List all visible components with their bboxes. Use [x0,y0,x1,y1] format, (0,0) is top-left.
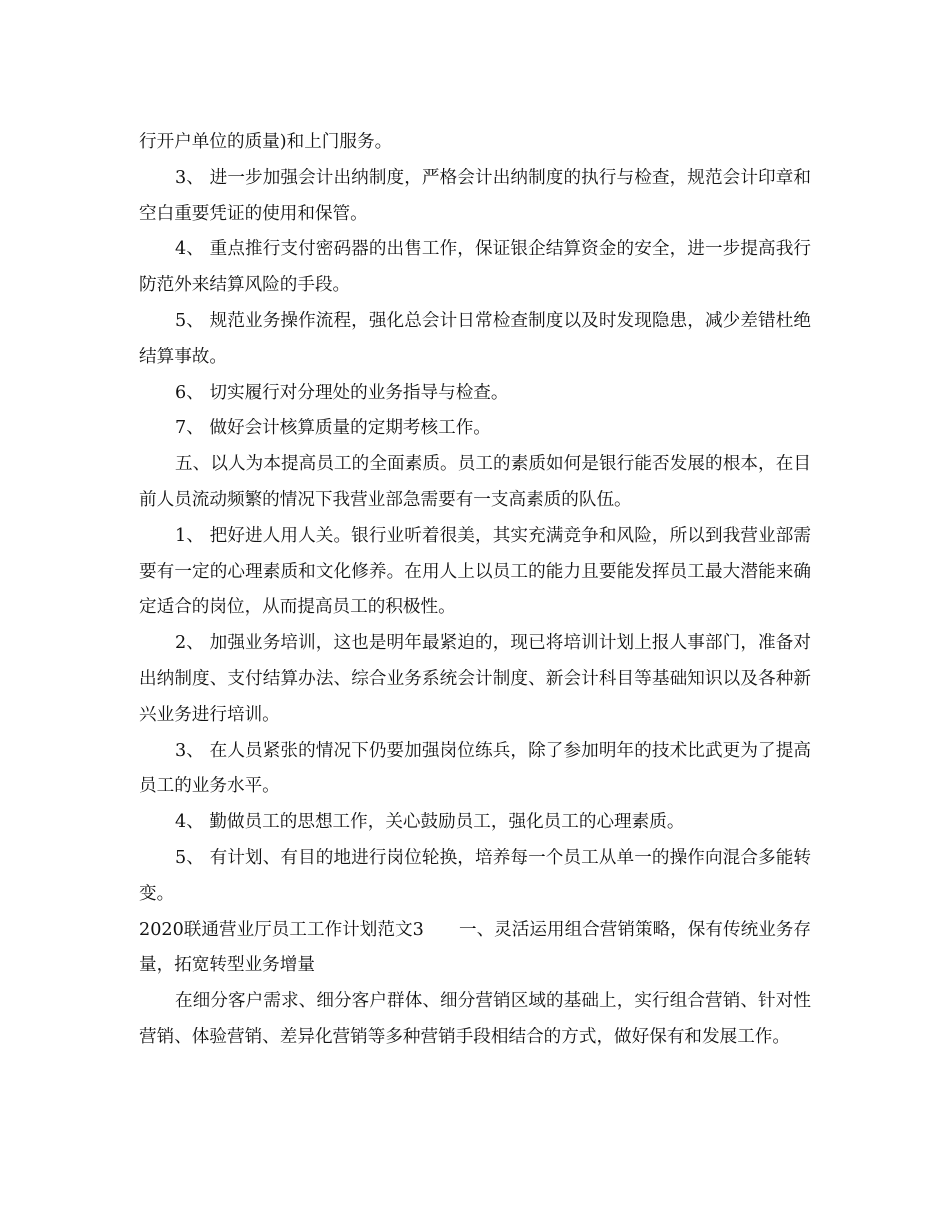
paragraph: 五、以人为本提高员工的全面素质。员工的素质如何是银行能否发展的根本，在目前人员流动频繁的情况下我营业部急需要有一支高素质的队伍。 [139,454,811,510]
section-heading-paragraph: 2020联通营业厅员工工作计划范文3 一、灵活运用组合营销策略，保有传统业务存量，拓宽转型业务增量 [139,919,811,976]
paragraph: 1、 把好进人用人关。银行业听着很美，其实充满竞争和风险，所以到我营业部需要有一定的心理素质和文化修养。在用人上以员工的能力且要能发挥员工最大潜能来确定适合的岗位，从而提高员工的积极性。 [139,525,811,618]
paragraph: 在细分客户需求、细分客户群体、细分营销区域的基础上，实行组合营销、针对性营销、体验营销、差异化营销等多种营销手段相结合的方式，做好保有和发展工作。 [139,991,811,1047]
paragraph: 5、 有计划、有目的地进行岗位轮换，培养每一个员工从单一的操作向混合多能转变。 [139,847,811,904]
paragraph: 行开户单位的质量)和上门服务。 [139,132,393,152]
document-page [139,125,811,1056]
paragraph: 6、 切实履行对分理处的业务指导与检查。 [175,382,509,403]
paragraph: 7、 做好会计核算质量的定期考核工作。 [175,418,491,439]
paragraph: 2、 加强业务培训，这也是明年最紧迫的，现已将培训计划上报人事部门，准备对出纳制度、支付结算办法、综合业务系统会计制度、新会计科目等基础知识以及各种新兴业务进行培训。 [139,633,811,725]
paragraph: 4、 勤做员工的思想工作，关心鼓励员工，强化员工的心理素质。 [175,812,685,833]
paragraph: 5、 规范业务操作流程，强化总会计日常检查制度以及时发现隐患，减少差错杜绝结算事故。 [139,310,811,367]
paragraph: 3、 进一步加强会计出纳制度，严格会计出纳制度的执行与检查，规范会计印章和空白重要凭证的使用和保管。 [139,167,811,224]
paragraph: 3、 在人员紧张的情况下仍要加强岗位练兵，除了参加明年的技术比武更为了提高员工的业务水平。 [139,740,811,797]
paragraph: 4、 重点推行支付密码器的出售工作，保证银企结算资金的安全，进一步提高我行防范外来结算风险的手段。 [139,239,811,296]
